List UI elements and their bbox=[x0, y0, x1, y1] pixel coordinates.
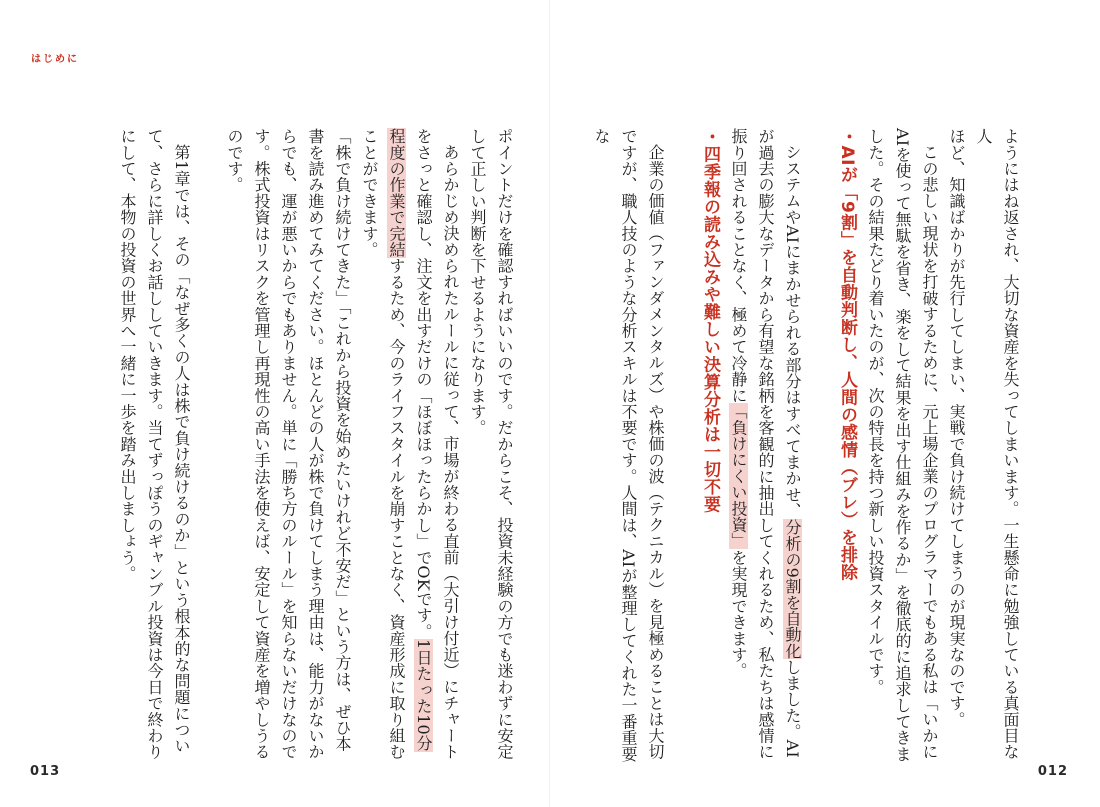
highlighted-phrase: 分析の9割を自動化 bbox=[783, 518, 802, 659]
text-line: ようにはね返され、大切な資産を失ってしまいます。一生懸命に勉強している真面目な人 bbox=[974, 128, 1020, 760]
paragraph: 「株で負け続けてきた」「これから投資を始めたいけれど不安だ」という方は、ぜひ本書を読み進めてみてください。ほとんどの人が株で負けてしまう理由は、能力がないからでも、運が悪いからでもありません。単に「勝ち方のルール」を知らないだけなのです。株式投資はリスクを管理し再現性の高い手法を使えば、安定して資産を増やしうるのです。 bbox=[225, 128, 352, 760]
highlighted-phrase: 1日たった10分程度の作業で完結 bbox=[387, 128, 433, 752]
text-run: するため、今のライフスタイルを崩すことなく、資産形成に取り組むことができます。 bbox=[360, 128, 406, 760]
left-page-body bbox=[58, 128, 518, 763]
paragraph: 企業の価値（ファンダメンタルズ）や株価の波（テクニカル）を見極めることは大切ですが、職人技のような分析スキルは不要です。人間は、AIが整理してくれた一番重要な bbox=[592, 128, 665, 762]
running-head: はじめに bbox=[31, 54, 79, 65]
paragraph bbox=[943, 128, 1024, 763]
section-heading: ・四季報の読み込みや難しい決算分析は一切不要 bbox=[700, 128, 720, 513]
paragraph: この悲しい現状を打破するために、元上場企業のプログラマーでもある私は「いかにAIを使って無駄を省き、楽をして結果を出す仕組みを作るか」を徹底的に追求してきました。その結果たどり着いたのが、次の特長を持つ新しい投資スタイルです。 bbox=[866, 128, 939, 762]
paragraph bbox=[725, 128, 806, 763]
page-gutter bbox=[549, 0, 550, 807]
text-run: を実現できます。 bbox=[729, 549, 748, 679]
paragraph bbox=[356, 128, 464, 763]
text-line: ほど、知識ばかりが先行してしまい、実戦で負け続けてしまうのが現実なのです。 bbox=[947, 128, 966, 728]
page-number-left: 013 bbox=[30, 764, 61, 779]
text-run: しました。AIが過去の膨大なデータから有望な銘柄を客観的に抽出してくれるため、私たちは感情に振り回されることなく、極めて冷静に bbox=[729, 128, 802, 760]
section-heading: ・AIが「9割」を自動判断し、人間の感情（ブレ）を排除 bbox=[837, 128, 857, 581]
right-page-body bbox=[592, 128, 1024, 763]
paragraph: 第1章では、その「なぜ多くの人は株で負け続けるのか」という根本的な問題について、さらに詳しくお話ししていきます。当てずっぽうのギャンブル投資は今日で終わりにして、本物の投資の世界へ一緒に一歩を踏み出しましょう。 bbox=[118, 128, 191, 760]
text-run: あらかじめ決められたルールに従って、市場が終わる直前（大引け付近）にチャートをさっと確認し、注文を出すだけの「ほぼほったらかし」でOKです。 bbox=[414, 128, 460, 760]
page-number-right: 012 bbox=[1037, 764, 1068, 779]
paragraph: ポイントだけを確認すればいいのです。だからこそ、投資未経験の方でも迷わずに安定して正しい判断を下せるようになります。 bbox=[468, 128, 514, 760]
text-run: システムやAIにまかせられる部分はすべてまかせ、 bbox=[783, 144, 802, 519]
highlighted-phrase: 「負けにくい投資」 bbox=[729, 403, 748, 550]
